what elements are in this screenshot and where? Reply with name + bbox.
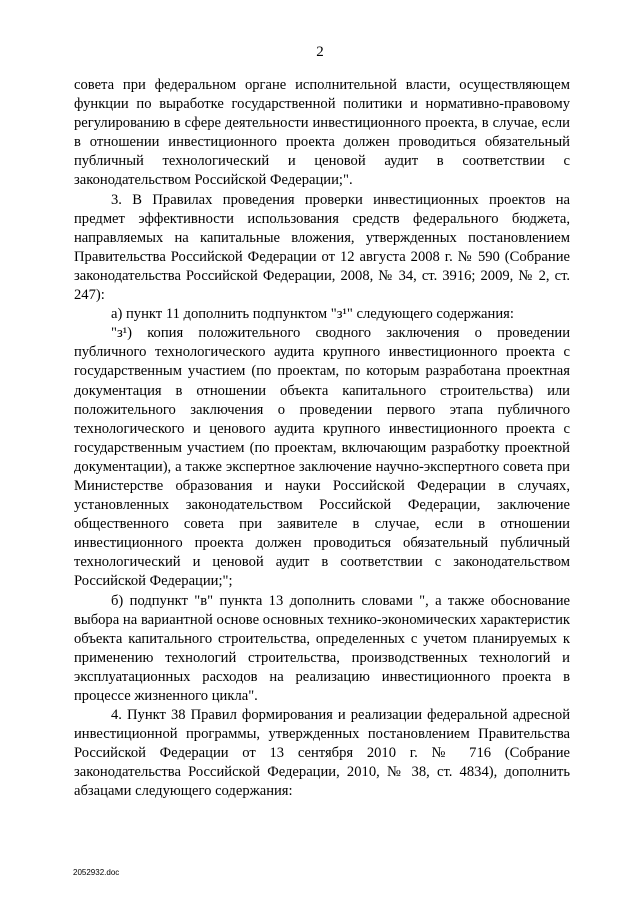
paragraph-continuation: совета при федеральном органе исполнительной власти, осуществляющем функции по выработке государственной политики и нормативно-правовому регулированию в сфере деятельности инвестиционного проекта, в случае, если в отношении инвестиционного проекта должен проводиться обязательный публичный технологический и ценовой аудит в соответствии с законодательством Российской Федерации;".	[74, 77, 570, 189]
document-body	[74, 76, 570, 802]
paragraph-subitem-a: а) пункт 11 дополнить подпунктом "з¹" следующего содержания:	[111, 306, 514, 323]
paragraph-quoted-z1: "з¹) копия положительного сводного заключения о проведении публичного технологического аудита крупного инвестиционного проекта с государственным участием (по проектам, по которым разработана проектная документация в отношении объекта капитального строительства) или положительного заключения о проведении первого этапа публичного технологического и ценового аудита крупного инвестиционного проекта с государственным участием (по проектам, включающим разработку проектной документации), а также экспертное заключение научно-экспертного совета при Министерстве образования и науки Российской Федерации в случаях, установленных законодательством Российской Федерации, заключение общественного совета при заявителе в случае, если в отношении инвестиционного проекта должен проводиться обязательный публичный технологический и ценовой аудит в соответствии с законодательством Российской Федерации;";	[74, 325, 570, 590]
paragraph-item-4: 4. Пункт 38 Правил формирования и реализации федеральной адресной инвестиционной программы, утвержденных постановлением Правительства Российской Федерации от 13 сентября 2010 г. № 716 (Собрание законодательства Российской Федерации, 2010, № 38, ст. 4834), дополнить абзацами следующего содержания:	[74, 707, 570, 800]
paragraph-item-3: 3. В Правилах проведения проверки инвестиционных проектов на предмет эффективности использования средств федерального бюджета, направляемых на капитальные вложения, утвержденных постановлением Правительства Российской Федерации от 12 августа 2008 г. № 590 (Собрание законодательства Российской Федерации, 2008, № 34, ст. 3916; 2009, № 2, ст. 247):	[74, 191, 570, 304]
page-number: 2	[316, 44, 324, 60]
footer-filename: 2052932.doc	[73, 868, 120, 877]
paragraph-subitem-b: б) подпункт "в" пункта 13 дополнить словами ", а также обоснование выбора на вариантной основе основных технико-экономических характеристик объекта капитального строительства, определенных с учетом планируемых к применению технологий строительства, производственных технологий и эксплуатационных расходов на реализацию инвестиционного проекта в процессе жизненного цикла".	[74, 592, 570, 704]
